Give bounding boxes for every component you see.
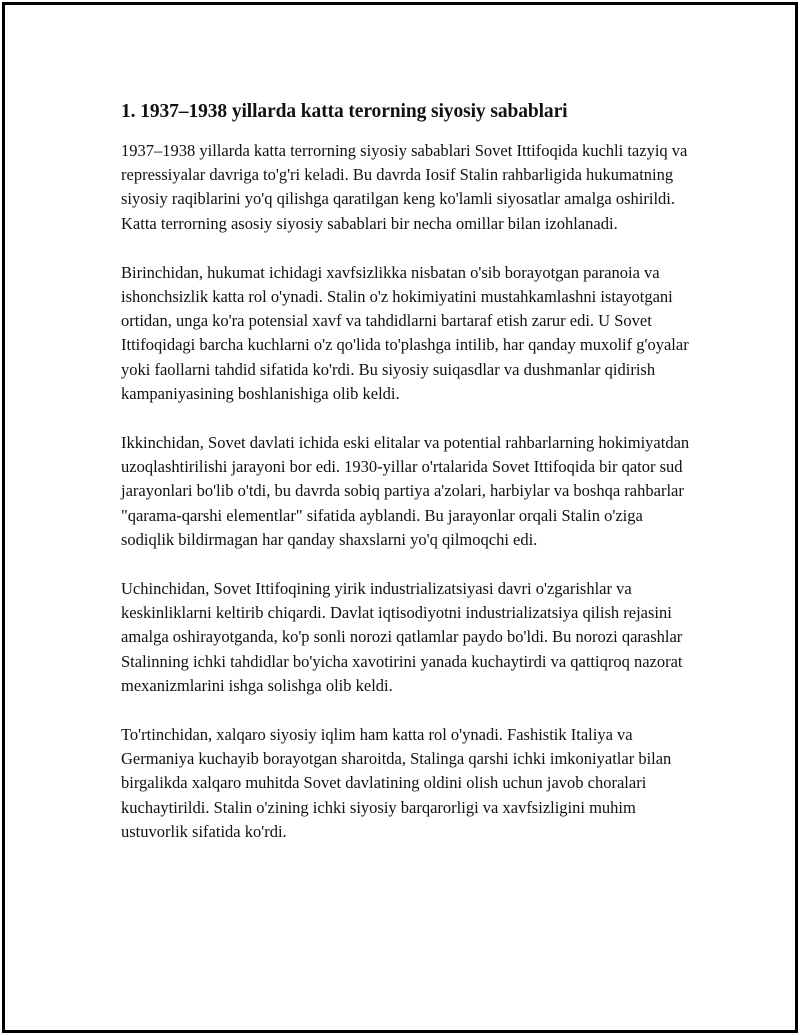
paragraph-first-reason: Birinchidan, hukumat ichidagi xavfsizlikka nisbatan o'sib borayotgan paranoia va ishonchsizlik katta rol o'ynadi. Stalin o'z hokimiyatini mustahkamlashni istayotgani ortidan, unga ko'ra potensial xavf va tahdidlarni bartaraf etish zarur edi. U Sovet Ittifoqidagi barcha kuchlarni o'z qo'lida to'plashga intilib, har qanday muxolif g'oyalar yoki faollarni tahdid sifatida ko'rdi. Bu siyosiy suiqasdlar va dushmanlar qidirish kampaniyasining boshlanishiga olib keldi. [121,262,689,403]
paragraph-third-reason: Uchinchidan, Sovet Ittifoqining yirik industrializatsiyasi davri o'zgarishlar va keskinliklarni keltirib chiqardi. Davlat iqtisodiyotni industrializatsiya qilish rejasini amalga oshirayotganda, ko'p sonli norozi qatlamlar paydo bo'ldi. Bu norozi qarashlar Stalinning ichki tahdidlar bo'yicha xavotirini yanada kuchaytirdi va qattiqroq nazorat mexanizmlarini ishga solishga olib keldi. [121,579,683,695]
document-body [121,99,691,869]
page-border [2,2,798,1033]
paragraph-second-reason: Ikkinchidan, Sovet davlati ichida eski elitalar va potential rahbarlarning hokimiyatdan uzoqlashtirilishi jarayoni bor edi. 1930-yillar o'rtalarida Sovet Ittifoqida bir qator sud jarayonlari bo'lib o'tdi, bu davrda sobiq partiya a'zolari, harbiylar va boshqa rahbarlar "qarama-qarshi elementlar" sifatida ayblandi. Bu jarayonlar orqali Stalin o'ziga sodiqlik bildirmagan har qanday shaxslarni yo'q qilmoqchi edi. [121,433,690,549]
paragraph-intro: 1937–1938 yillarda katta terrorning siyosiy sabablari Sovet Ittifoqida kuchli tazyiq va repressiyalar davriga to'g'ri keladi. Bu davrda Iosif Stalin rahbarligida hukumatning siyosiy raqiblarini yo'q qilishga qaratilgan keng ko'lamli siyosatlar amalga oshirildi. Katta terrorning asosiy siyosiy sabablari bir necha omillar bilan izohlanadi. [121,141,688,233]
document-title: 1. 1937–1938 yillarda katta terorning siyosiy sabablari [121,101,568,122]
paragraph-fourth-reason: To'rtinchidan, xalqaro siyosiy iqlim ham katta rol o'ynadi. Fashistik Italiya va Germaniya kuchayib borayotgan sharoitda, Stalinga qarshi ichki imkoniyatlar bilan birgalikda xalqaro muhitda Sovet davlatining oldini olish uchun javob choralari kuchaytirildi. Stalin o'zining ichki siyosiy barqarorligi va xavfsizligini muhim ustuvorlik sifatida ko'rdi. [121,725,672,841]
